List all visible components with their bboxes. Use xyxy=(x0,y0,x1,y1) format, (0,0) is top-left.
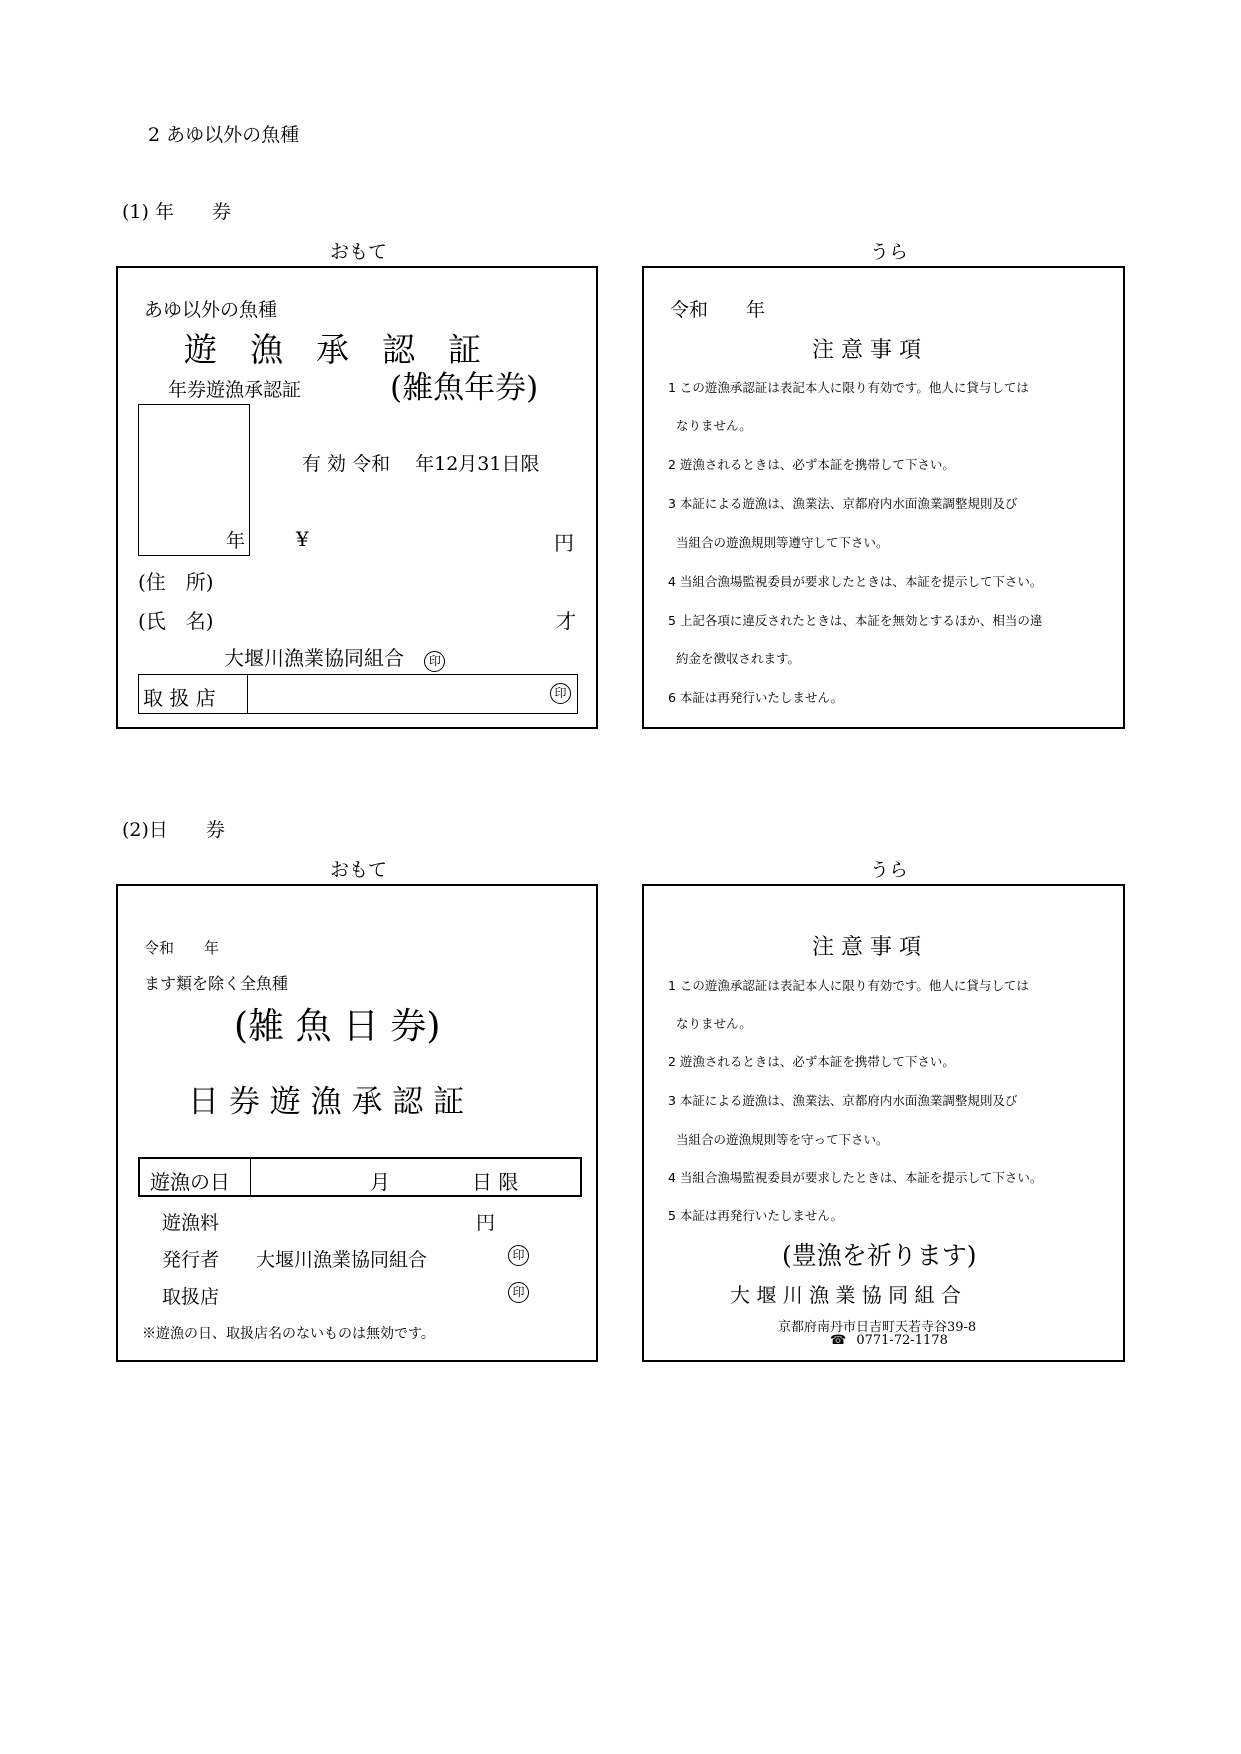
daily-note-5: 5 本証は再発行いたしません。 xyxy=(668,1208,844,1223)
annual-note-3b: 当組合の遊漁規則等遵守して下さい。 xyxy=(676,535,889,550)
daily-back-address: 京都府南丹市日吉町天若寺谷39-8 xyxy=(778,1320,977,1335)
daily-back-label: うら xyxy=(870,859,909,881)
daily-species: ます類を除く全魚種 xyxy=(144,974,289,993)
daily-slogan: (豊漁を祈ります) xyxy=(782,1241,977,1270)
annual-back-card xyxy=(642,266,1125,729)
handler-divider xyxy=(247,675,248,713)
issuer-name: 大堰川漁業協同組合 xyxy=(256,1249,428,1271)
photo-year: 年 xyxy=(225,530,245,552)
annual-front-label: おもて xyxy=(330,241,388,263)
photo-box xyxy=(138,404,250,556)
phone-icon: ☎ xyxy=(830,1333,847,1348)
day-label: 遊漁の日 xyxy=(150,1170,230,1194)
annual-note-1b: なりません。 xyxy=(676,418,752,433)
annual-back-era: 令和 年 xyxy=(670,299,766,321)
daily-note-3: 3 本証による遊漁は、漁業法、京都府内水面漁業調整規則及び xyxy=(668,1093,1018,1108)
address-label: (住 所) xyxy=(138,570,214,594)
daily-note-3b: 当組合の遊漁規則等を守って下さい。 xyxy=(676,1132,889,1147)
annual-note-5b: 約金を徴収されます。 xyxy=(676,651,801,666)
annual-title: 遊 漁 承 認 証 xyxy=(184,330,481,369)
annual-front-card xyxy=(116,266,598,729)
daily-back-phone xyxy=(830,1333,948,1348)
fee-unit: 円 xyxy=(476,1212,496,1234)
annual-kind: (雑魚年券) xyxy=(390,370,539,406)
fee-label: 遊漁料 xyxy=(162,1212,220,1234)
age-unit: 才 xyxy=(556,609,576,633)
daily-note-1b: なりません。 xyxy=(676,1016,752,1031)
daily-footnote: ※遊漁の日、取扱店名のないものは無効です。 xyxy=(142,1326,435,1342)
yen-unit: 円 xyxy=(554,531,574,555)
annual-heading: (1) 年 券 xyxy=(122,201,231,223)
handler-label: 取 扱 店 xyxy=(143,686,216,710)
daily-notes-title: 注 意 事 項 xyxy=(812,935,921,960)
annual-subtitle: 年券遊漁承認証 xyxy=(168,379,302,401)
phone-number: 0771-72-1178 xyxy=(856,1333,948,1348)
annual-note-2: 2 遊漁されるときは、必ず本証を携帯して下さい。 xyxy=(668,457,955,472)
day-row xyxy=(138,1157,582,1197)
daily-back-card xyxy=(642,884,1125,1362)
section-heading: 2 あゆ以外の魚種 xyxy=(148,124,300,146)
daily-note-1: 1 この遊漁承認証は表記本人に限り有効です。他人に貸与しては xyxy=(668,978,1029,993)
issuer-label: 発行者 xyxy=(162,1249,220,1271)
daily-note-2: 2 遊漁されるときは、必ず本証を携帯して下さい。 xyxy=(668,1054,955,1069)
annual-coop xyxy=(224,642,445,672)
issuer-seal-icon: 印 xyxy=(508,1245,529,1266)
handler-seal-icon: 印 xyxy=(550,683,571,704)
daily-front-label: おもて xyxy=(330,859,388,881)
day-month: 月 xyxy=(370,1170,390,1194)
annual-note-3: 3 本証による遊漁は、漁業法、京都府内水面漁業調整規則及び xyxy=(668,496,1018,511)
seal-icon: 印 xyxy=(424,651,445,672)
daily-front-card xyxy=(116,884,598,1362)
annual-valid: 有 効 令和 年12月31日限 xyxy=(302,453,540,475)
annual-coop-name: 大堰川漁業協同組合 xyxy=(224,646,404,670)
annual-note-1: 1 この遊漁承認証は表記本人に限り有効です。他人に貸与しては xyxy=(668,380,1029,395)
daily-era: 令和 年 xyxy=(144,939,220,957)
daily-handler-seal-icon: 印 xyxy=(508,1282,529,1303)
annual-note-4: 4 当組合漁場監視委員が要求したときは、本証を提示して下さい。 xyxy=(668,574,1043,589)
annual-note-5: 5 上記各項に違反されたときは、本証を無効とするほか、相当の違 xyxy=(668,613,1043,628)
name-label: (氏 名) xyxy=(138,609,214,633)
daily-back-coop: 大 堰 川 漁 業 協 同 組 合 xyxy=(730,1283,961,1307)
day-divider xyxy=(250,1159,251,1195)
daily-kind: (雑 魚 日 券) xyxy=(234,1006,441,1047)
daily-note-4: 4 当組合漁場監視委員が要求したときは、本証を提示して下さい。 xyxy=(668,1170,1043,1185)
annual-note-6: 6 本証は再発行いたしません。 xyxy=(668,690,844,705)
annual-species: あゆ以外の魚種 xyxy=(144,299,278,321)
day-limit: 日 限 xyxy=(472,1170,519,1194)
daily-title: 日 券 遊 漁 承 認 証 xyxy=(188,1084,465,1120)
annual-notes-title: 注 意 事 項 xyxy=(812,338,921,363)
daily-heading: (2)日 券 xyxy=(122,819,225,841)
daily-handler-label: 取扱店 xyxy=(162,1286,220,1308)
annual-back-label: うら xyxy=(870,241,909,263)
yen-mark: ¥ xyxy=(296,527,309,551)
handler-row xyxy=(138,674,578,714)
